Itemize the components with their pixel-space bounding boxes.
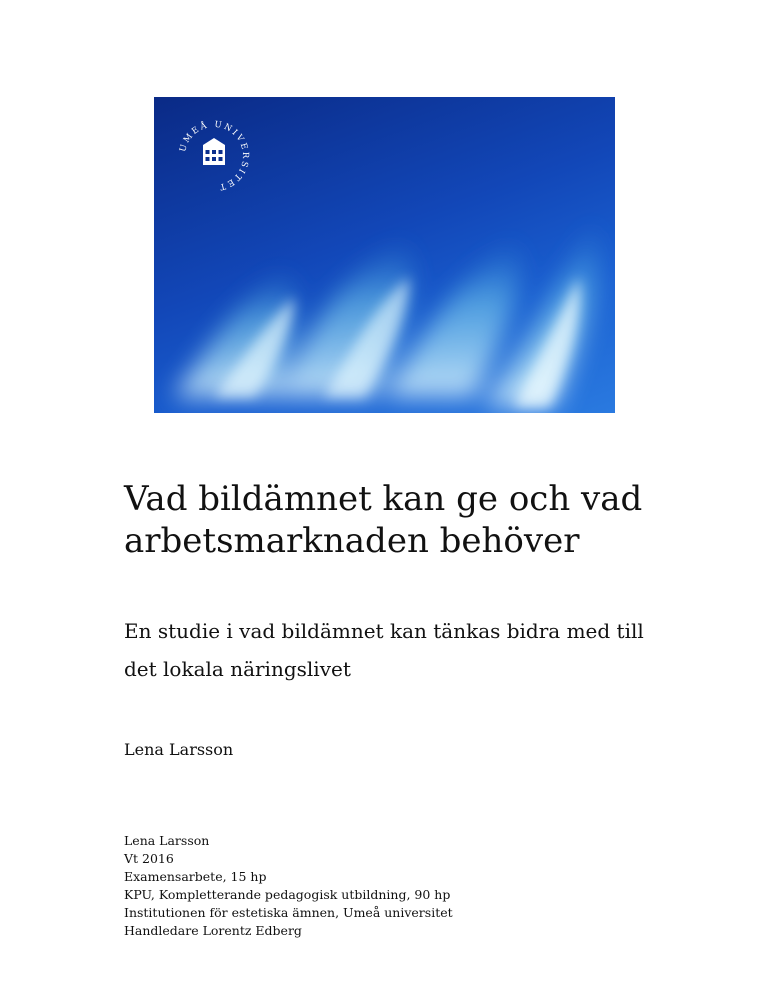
meta-term: Vt 2016: [124, 851, 174, 866]
meta-supervisor: Handledare Lorentz Edberg: [124, 923, 302, 938]
umea-university-seal-icon: [176, 118, 252, 194]
meta-author: Lena Larsson: [124, 833, 210, 848]
meta-thesis: Examensarbete, 15 hp: [124, 869, 267, 884]
document-title: Vad bildämnet kan ge och vad arbetsmarknaden behöver: [124, 479, 643, 561]
meta-program: KPU, Kompletterande pedagogisk utbildning, 90 hp: [124, 887, 451, 902]
thesis-metadata: [124, 832, 453, 940]
meta-department: Institutionen för estetiska ämnen, Umeå universitet: [124, 905, 453, 920]
author-name: Lena Larsson: [124, 740, 234, 759]
document-subtitle: En studie i vad bildämnet kan tänkas bidra med till det lokala näringslivet: [124, 619, 644, 681]
svg-text:UMEÅ UNIVERSITET: UMEÅ UNIVERSITET: [178, 119, 251, 192]
